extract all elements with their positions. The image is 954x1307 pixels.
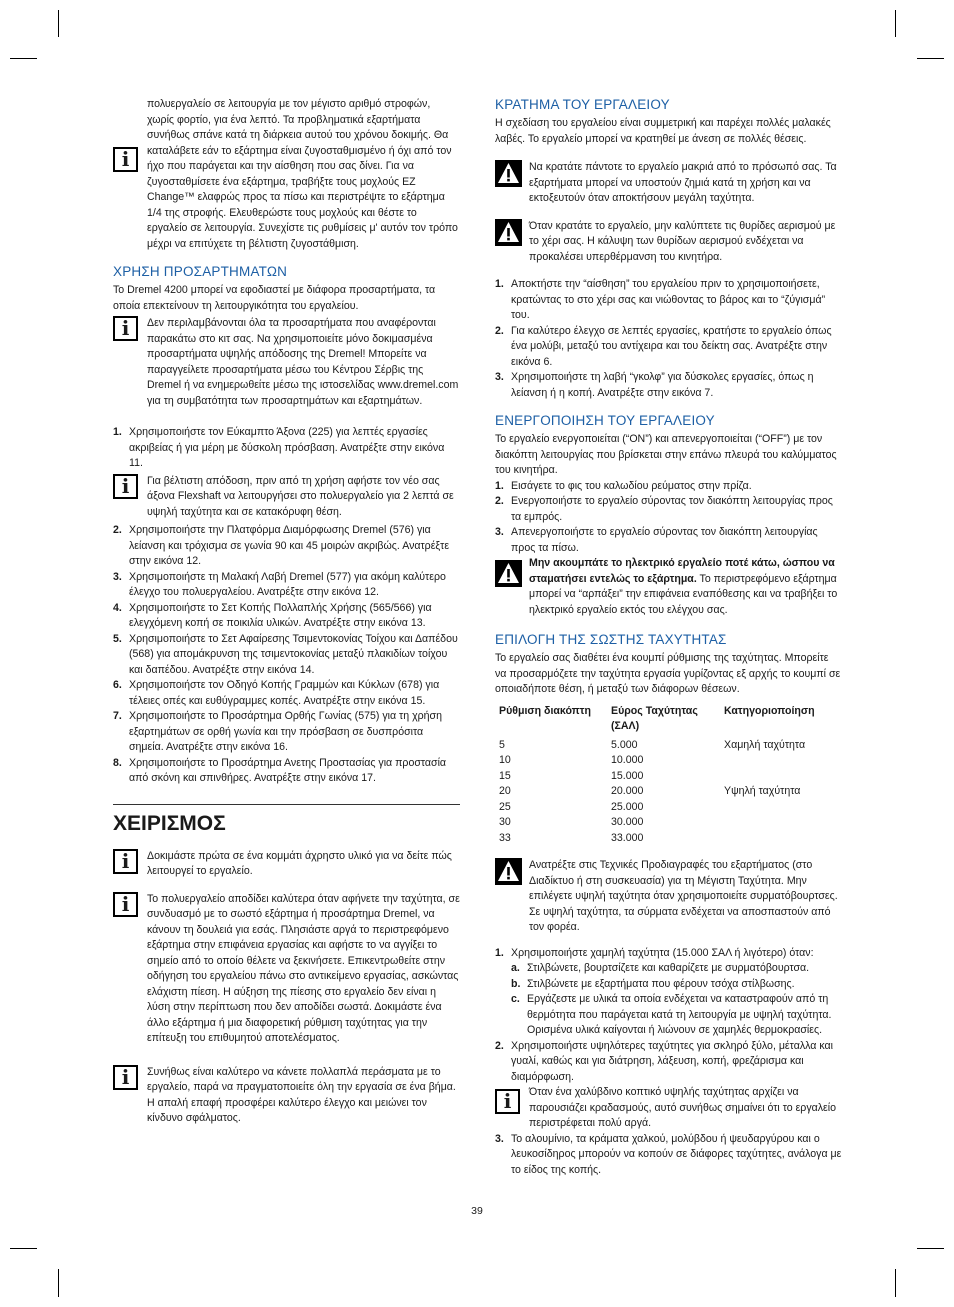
- list-item: [113, 632, 460, 679]
- list-text: Χρησιμοποιήστε το Σετ Αφαίρεσης Τσιμεντοκονίας Τοίχου και Δαπέδου (568) για απομάκρυνση της τσιμεντοκονίας μεταξύ πλακιδίων τοίχου και δαπέδου. Ανατρέξτε στην εικόνα 14.: [129, 632, 458, 676]
- table-row: [495, 738, 842, 754]
- list-number: 8.: [113, 756, 122, 769]
- table-row: [495, 784, 842, 800]
- section-heading-power: ΕΝΕΡΓΟΠΟΙΗΣΗ ΤΟΥ ΕΡΓΑΛΕΙΟΥ: [495, 413, 715, 428]
- list-text: Στιλβώνετε με εξαρτήματα που φέρουν τσόχα στίλβωσης.: [527, 977, 795, 990]
- list-item: [495, 1132, 842, 1179]
- list-item: [495, 1039, 842, 1086]
- list-text: Στιλβώνετε, βουρτσίζετε και καθαρίζετε με συρματόβουρτσα.: [527, 962, 810, 974]
- list-number: 2.: [495, 324, 504, 337]
- warning-icon: [495, 160, 522, 187]
- section-heading-speed: ΕΠΙΛΟΓΗ ΤΗΣ ΣΩΣΤΗΣ ΤΑΧΥΤΗΤΑΣ: [495, 632, 727, 647]
- list-item: [511, 992, 842, 1039]
- balance-note: [113, 97, 460, 252]
- list-item: [495, 494, 842, 525]
- list-text: Χρησιμοποιήστε το Προσάρτημα Ορθής Γωνίας (575) για τη χρήση εξαρτημάτων σε ορθή γωνία και την πρόσβαση σε δυσπρόσιτα σημεία. Ανατρέξτε στην εικόνα 16.: [129, 710, 442, 753]
- warning-text: Να κρατάτε πάντοτε το εργαλείο μακριά από το πρόσωπό σας. Τα εξαρτήματα μπορεί να υποστούν ζημιά κατά τη χρήση και να εκτοξευτούν όταν αποκτήσουν μεγάλη ταχύτητα.: [529, 161, 837, 204]
- crop-mark: [58, 10, 59, 37]
- note-text: Συνήθως είναι καλύτερο να κάνετε πολλαπλά περάσματα με το εργαλείο, παρά να πραγματοποιείτε όλη την εργασία σε ένα βήμα. Η απαλή επαφή προσφέρει καλύτερο έλεγχο και μειώνει τον κίνδυνο σφάλματος.: [147, 1065, 456, 1124]
- warning-text: Ανατρέξτε στις Τεχνικές Προδιαγραφές του εξαρτήματος (στο Διαδίκτυο ή στη συσκευασία) για τη Μέγιστη Ταχύτητα. Μην επιλέγετε υψηλή ταχύτητα όταν χρησιμοποιείτε συρματόβουρτσες. Σε υψηλή ταχύτητα, τα σύρματα ενδέχεται να αποσπαστούν από τον φορέα.: [529, 859, 838, 933]
- warning-bold-text: Μην ακουμπάτε το ηλεκτρικό εργαλείο ποτέ κάτω, ώσπου να σταματήσει εντελώς το εξάρτημα.: [529, 557, 835, 585]
- list-number: 2.: [495, 1039, 504, 1052]
- crop-mark: [10, 58, 37, 59]
- table-cell: 20.000: [611, 785, 644, 797]
- table-cell: 30: [499, 816, 511, 828]
- table-cell: 33: [499, 831, 511, 844]
- list-text: Χρησιμοποιήστε τον Οδηγό Κοπής Γραμμών και Κύκλων (678) για τέλειες οπές και ευθύγραμμες κοπές. Ανατρέξτε στην εικόνα 15.: [129, 679, 440, 707]
- list-item: [511, 961, 842, 977]
- holding-list: [495, 277, 842, 401]
- list-text: Χρησιμοποιήστε τη λαβή “γκολφ” για δύσκολες εργασίες, όπως η λείανση ή η κοπή. Ανατρέξτε στην εικόνα 7.: [511, 371, 814, 399]
- list-number: 3.: [113, 570, 122, 583]
- note-text: Το πολυεργαλείο αποδίδει καλύτερα όταν αφήνετε την ταχύτητα, σε συνδυασμό με το σωστό εξάρτημα ή προσάρτημα Dremel, να κάνουν τη δουλειά για εσάς. Πλησιάστε αργά το περιστρεφόμενο εξάρτημα στην επιφάνεια εργασίας και αφήστε το να αγγίξει το σημείο από το οποίο θέλετε να ξεκινήσετε. Επικεντρωθείτε στην οδήγηση του εργαλείου πάνω στο αντικείμενο εργασίας, ασκώντας ελάχιστη πίεση. Η αύξηση της πίεσης στο εργαλείο δεν είναι η λύση στην περίπτωση που δεν αποδίδει σωστά. Δοκιμάστε ένα άλλο εξάρτημα ή μια διαφορετική ρύθμιση ταχύτητας για την επίτευξη του επιθυμητού αποτελέσματος.: [147, 892, 460, 1044]
- note-text: Όταν ένα χαλύβδινο κοπτικό υψηλής ταχύτητας αρχίζει να παρουσιάζει κραδασμούς, αυτό συνήθως σημαίνει ότι το εργαλείο περιστρέφεται πολύ αργά.: [529, 1086, 837, 1129]
- list-number: 6.: [113, 679, 122, 691]
- table-header: Κατηγοριοποίηση: [724, 704, 815, 717]
- note-text: Δεν περιλαμβάνονται όλα τα προσαρτήματα που αναφέρονται παρακάτω στο κιτ σας. Να χρησιμοποιείτε μόνο δοκιμασμένα προσαρτήματα υψηλής απόδοσης της Dremel! Μπορείτε να παραγγείλετε προσαρτήματα μέσω του Κέντρου Σέρβις της Dremel ή να ενημερωθείτε μέσω της ιστοσελίδας www.dremel.com για τη συμβατότητα των προσαρτημάτων και εξαρτημάτων.: [147, 317, 459, 407]
- list-text: Χρησιμοποιήστε τη Μαλακή Λαβή Dremel (577) για ακόμη καλύτερο έλεγχο του πολυεργαλείου. Ανατρέξτε στην εικόνα 12.: [129, 570, 446, 598]
- list-text: Εργάζεστε με υλικά τα οποία ενδέχεται να καταστραφούν από τη θερμότητα που παράγεται κατά τη λειτουργία με υψηλή ταχύτητα. Ορισμένα υλικά καίγονται ή λιώνουν σε χαμηλές θερμοκρασίες.: [527, 993, 832, 1036]
- table-cell: 5.000: [611, 738, 638, 751]
- note-text: πολυεργαλείο σε λειτουργία με τον μέγιστο αριθμό στροφών, χωρίς φορτίο, για ένα λεπτό. Τα προβληματικά εξαρτήματα συνήθως σπάνε κατά τη διάρκεια αυτού του χρόνου δοκιμής. Θα καταλάβετε εάν το εξάρτημα είναι ζυγοσταθμισμένο ή όχι από τον ήχο που παράγεται και την αίσθηση που σας δίνει. Για να ζυγοσταθμίσετε ένα εξάρτημα, τραβήξτε τους μοχλούς EZ Change™ ελαφρώς προς τα πίσω και περιστρέψτε το εξάρτημα 1/4 της στροφής. Ελευθερώστε τους μοχλούς και θέστε το εργαλείο σε λειτουργία. Συνεχίστε τις ρυθμίσεις μ' αυτόν τον τρόπο μέχρι να επιτύχετε τη βέλτιστη ζυγοστάθμιση.: [147, 98, 458, 250]
- list-item: [495, 324, 842, 371]
- list-letter: a.: [511, 962, 520, 974]
- list-number: 1.: [495, 946, 504, 959]
- list-item: [495, 277, 842, 324]
- list-item: [495, 946, 842, 962]
- power-intro: Το εργαλείο ενεργοποιείται (“ON”) και απενεργοποιείται (“OFF”) με τον διακόπτη λειτουργίας που βρίσκεται στην επάνω πλευρά του καλύμματος του κινητήρα.: [495, 433, 837, 476]
- speed-list-3: [495, 1132, 842, 1179]
- table-row: [495, 815, 842, 831]
- list-number: 1.: [495, 278, 504, 290]
- list-item: [113, 523, 460, 570]
- page-number: 39: [471, 1205, 483, 1217]
- table-header: Ρύθμιση διακόπτη: [499, 704, 591, 717]
- crop-mark: [10, 1248, 37, 1249]
- table-cell: [720, 831, 842, 847]
- speed-sublist: [495, 961, 842, 1039]
- table-cell: Χαμηλή ταχύτητα: [724, 738, 806, 751]
- holding-intro: Η σχεδίαση του εργαλείου είναι συμμετρική και παρέχει πολλές μαλακές λαβές. Το εργαλείο μπορεί να κρατηθεί με άνεση σε πολλές θέσεις.: [495, 117, 831, 145]
- list-number: 2.: [113, 524, 122, 536]
- list-letter: b.: [511, 977, 521, 990]
- crop-mark: [917, 1248, 944, 1249]
- list-number: 2.: [495, 495, 504, 507]
- warning-text: Όταν κρατάτε το εργαλείο, μην καλύπτετε τις θυρίδες αερισμού με το χέρι σας. Η κάλυψη των θυρίδων αερισμού ενδέχεται να προκαλέσει υπερθέρμανση του κινητήρα.: [529, 219, 836, 263]
- list-number: 3.: [495, 526, 504, 538]
- operation-note-2: [113, 892, 460, 1047]
- list-number: 4.: [113, 601, 122, 614]
- crop-mark: [917, 58, 944, 59]
- speed-list: [495, 946, 842, 962]
- warning-note-3: [495, 556, 842, 618]
- info-icon: i: [113, 892, 138, 917]
- section-divider: [113, 804, 460, 805]
- list-text: Χρησιμοποιήστε την Πλατφόρμα Διαμόρφωσης Dremel (576) για λείανση και τρόχισμα σε γωνία 90 και 45 μοιρών ακριβώς. Ανατρέξτε στην εικόνα 12.: [129, 524, 450, 567]
- table-cell: 10: [499, 754, 511, 766]
- list-text: Χρησιμοποιήστε υψηλότερες ταχύτητες για σκληρό ξύλο, μέταλλα και γυαλί, καθώς και για διάτρηση, λάξευση, κοπή, φρεζάρισμα και διαμόρφωση.: [511, 1039, 833, 1083]
- list-number: 1.: [113, 426, 122, 438]
- list-letter: c.: [511, 993, 520, 1005]
- info-icon: i: [113, 1065, 138, 1090]
- table-cell: 15.000: [611, 769, 644, 782]
- attachments-note: [113, 316, 460, 409]
- list-number: 3.: [495, 371, 504, 383]
- table-cell: 30.000: [611, 816, 644, 828]
- list-text: Εισάγετε το φις του καλωδίου ρεύματος στην πρίζα.: [511, 479, 752, 492]
- table-cell: 5: [499, 738, 505, 751]
- crop-mark: [58, 1269, 59, 1297]
- warning-icon: [495, 219, 522, 246]
- list-item: [113, 678, 460, 709]
- table-cell: Υψηλή ταχύτητα: [724, 785, 801, 797]
- speed-list-2: [495, 1039, 842, 1086]
- table-cell: [720, 800, 842, 816]
- table-row: [495, 753, 842, 769]
- list-item: [495, 525, 842, 556]
- section-heading-holding: ΚΡΑΤΗΜΑ ΤΟΥ ΕΡΓΑΛΕΙΟΥ: [495, 97, 670, 112]
- list-item: [113, 570, 460, 601]
- list-text: Χρησιμοποιήστε το Προσάρτημα Ανετης Προστασίας για προστασία από σκόνη και σπινθήρες. Ανατρέξτε στην εικόνα 17.: [129, 756, 447, 784]
- speed-table: [495, 704, 842, 847]
- operation-note-3: [113, 1065, 460, 1127]
- list-item: [495, 479, 842, 495]
- warning-icon: [495, 560, 522, 587]
- list-item: [113, 601, 460, 632]
- crop-mark: [895, 10, 896, 37]
- table-row: [495, 769, 842, 785]
- table-row: [495, 800, 842, 816]
- speed-intro: Το εργαλείο σας διαθέτει ένα κουμπί ρύθμισης της ταχύτητας. Μπορείτε να προσαρμόζετε την ταχύτητα εργασία γυρίζοντας εξ αρχής το κουμπί σε οποιαδήποτε θέση, ή μεταξύ των διάφορων θέσεων.: [495, 652, 841, 695]
- warning-rest-text: Το περιστρεφόμενο εξάρτημα μπορεί να “αρπάξει” την επιφάνεια εναπόθεσης και να τραβήξει το ηλεκτρικό εργαλείο εκτός του ελέγχου σας.: [529, 572, 838, 616]
- list-number: 7.: [113, 710, 122, 722]
- table-cell: 33.000: [611, 831, 644, 844]
- crop-mark: [895, 1269, 896, 1297]
- list-text: Αποκτήστε την “αίσθηση” του εργαλείου πριν το χρησιμοποιήσετε, κρατώντας το στο χέρι σας και νιώθοντας το βάρος και το “ζύγισμά” του.: [511, 278, 826, 321]
- warning-icon: [495, 858, 522, 885]
- attachments-list-continued: [113, 523, 460, 787]
- warning-text: [529, 556, 842, 618]
- table-cell: 25: [499, 800, 511, 813]
- info-icon: i: [113, 316, 138, 341]
- warning-note-4: [495, 858, 842, 936]
- warning-note-2: [495, 219, 842, 266]
- table-cell: [720, 753, 842, 769]
- left-column: [113, 97, 460, 1137]
- list-text: Χρησιμοποιήστε το Σετ Κοπής Πολλαπλής Χρήσης (565/566) για ελεγχόμενη κοπή σε ποικιλία υλικών. Ανατρέξτε στην εικόνα 13.: [129, 601, 432, 629]
- speed-note: [495, 1085, 842, 1132]
- table-cell: [720, 769, 842, 785]
- list-text: Απενεργοποιήστε το εργαλείο σύροντας τον διακόπτη λειτουργίας προς τα πίσω.: [511, 526, 818, 554]
- list-number: 3.: [495, 1132, 504, 1145]
- list-text: Για καλύτερο έλεγχο σε λεπτές εργασίες, κρατήστε το εργαλείο όπως ένα μολύβι, μεταξύ του αντίχειρα και του δείκτη σας. Ανατρέξτε στην εικόνα 6.: [511, 324, 832, 368]
- flexshaft-note: [113, 474, 460, 521]
- table-cell: 20: [499, 785, 511, 797]
- list-item: [113, 756, 460, 787]
- note-text: Για βέλτιστη απόδοση, πριν από τη χρήση αφήστε τον νέο σας άξονα Flexshaft να λειτουργήσει στο πολυεργαλείο για 2 λεπτά σε υψηλή ταχύτητα και σε κατακόρυφη θέση.: [147, 474, 454, 518]
- table-header: Εύρος Ταχύτητας (ΣΑΛ): [611, 704, 698, 732]
- power-list: [495, 479, 842, 557]
- list-text: Χρησιμοποιήστε τον Εύκαμπτο Άξονα (225) για λεπτές εργασίες ακριβείας ή για μέρη με δύσκολη πρόσβαση. Ανατρέξτε στην εικόνα 11.: [129, 426, 445, 469]
- list-item: [511, 977, 842, 993]
- list-text: Χρησιμοποιήστε χαμηλή ταχύτητα (15.000 ΣΑΛ ή λιγότερο) όταν:: [511, 946, 814, 959]
- list-item: [495, 370, 842, 401]
- info-icon: i: [495, 1089, 520, 1114]
- attachments-list: [113, 425, 460, 472]
- note-text: Δοκιμάστε πρώτα σε ένα κομμάτι άχρηστο υλικό για να δείτε πώς λειτουργεί το εργαλείο.: [147, 849, 452, 877]
- right-column: [495, 97, 842, 1186]
- list-number: 5.: [113, 632, 122, 645]
- list-number: 1.: [495, 479, 504, 492]
- table-cell: 25.000: [611, 800, 644, 813]
- list-item: [113, 709, 460, 756]
- info-icon: i: [113, 474, 138, 499]
- info-icon: i: [113, 849, 138, 874]
- list-text: Ενεργοποιήστε το εργαλείο σύροντας τον διακόπτη λειτουργίας προς τα εμπρός.: [511, 495, 833, 523]
- table-cell: 10.000: [611, 754, 644, 766]
- list-text: Το αλουμίνιο, τα κράματα χαλκού, μολύβδου ή ψευδαργύρου και ο λευκοσίδηρος μπορούν να κοπούν σε διάφορες ταχύτητες, ανάλογα με το είδος της κοπής.: [511, 1132, 842, 1176]
- warning-note-1: [495, 160, 842, 207]
- operation-note-1: [113, 849, 460, 880]
- table-row: [495, 831, 842, 847]
- table-cell: [720, 815, 842, 831]
- info-icon: i: [113, 147, 138, 172]
- section-heading-attachments: ΧΡΗΣΗ ΠΡΟΣΑΡΤΗΜΑΤΩΝ: [113, 264, 288, 279]
- section-heading-operation: ΧΕΙΡΙΣΜΟΣ: [113, 811, 226, 835]
- table-cell: 15: [499, 769, 511, 782]
- table-header-row: [495, 704, 842, 738]
- list-item: [113, 425, 460, 472]
- attachments-intro: Το Dremel 4200 μπορεί να εφοδιαστεί με διάφορα προσαρτήματα, τα οποία επεκτείνουν τη λειτουργικότητα του εργαλείου.: [113, 284, 436, 312]
